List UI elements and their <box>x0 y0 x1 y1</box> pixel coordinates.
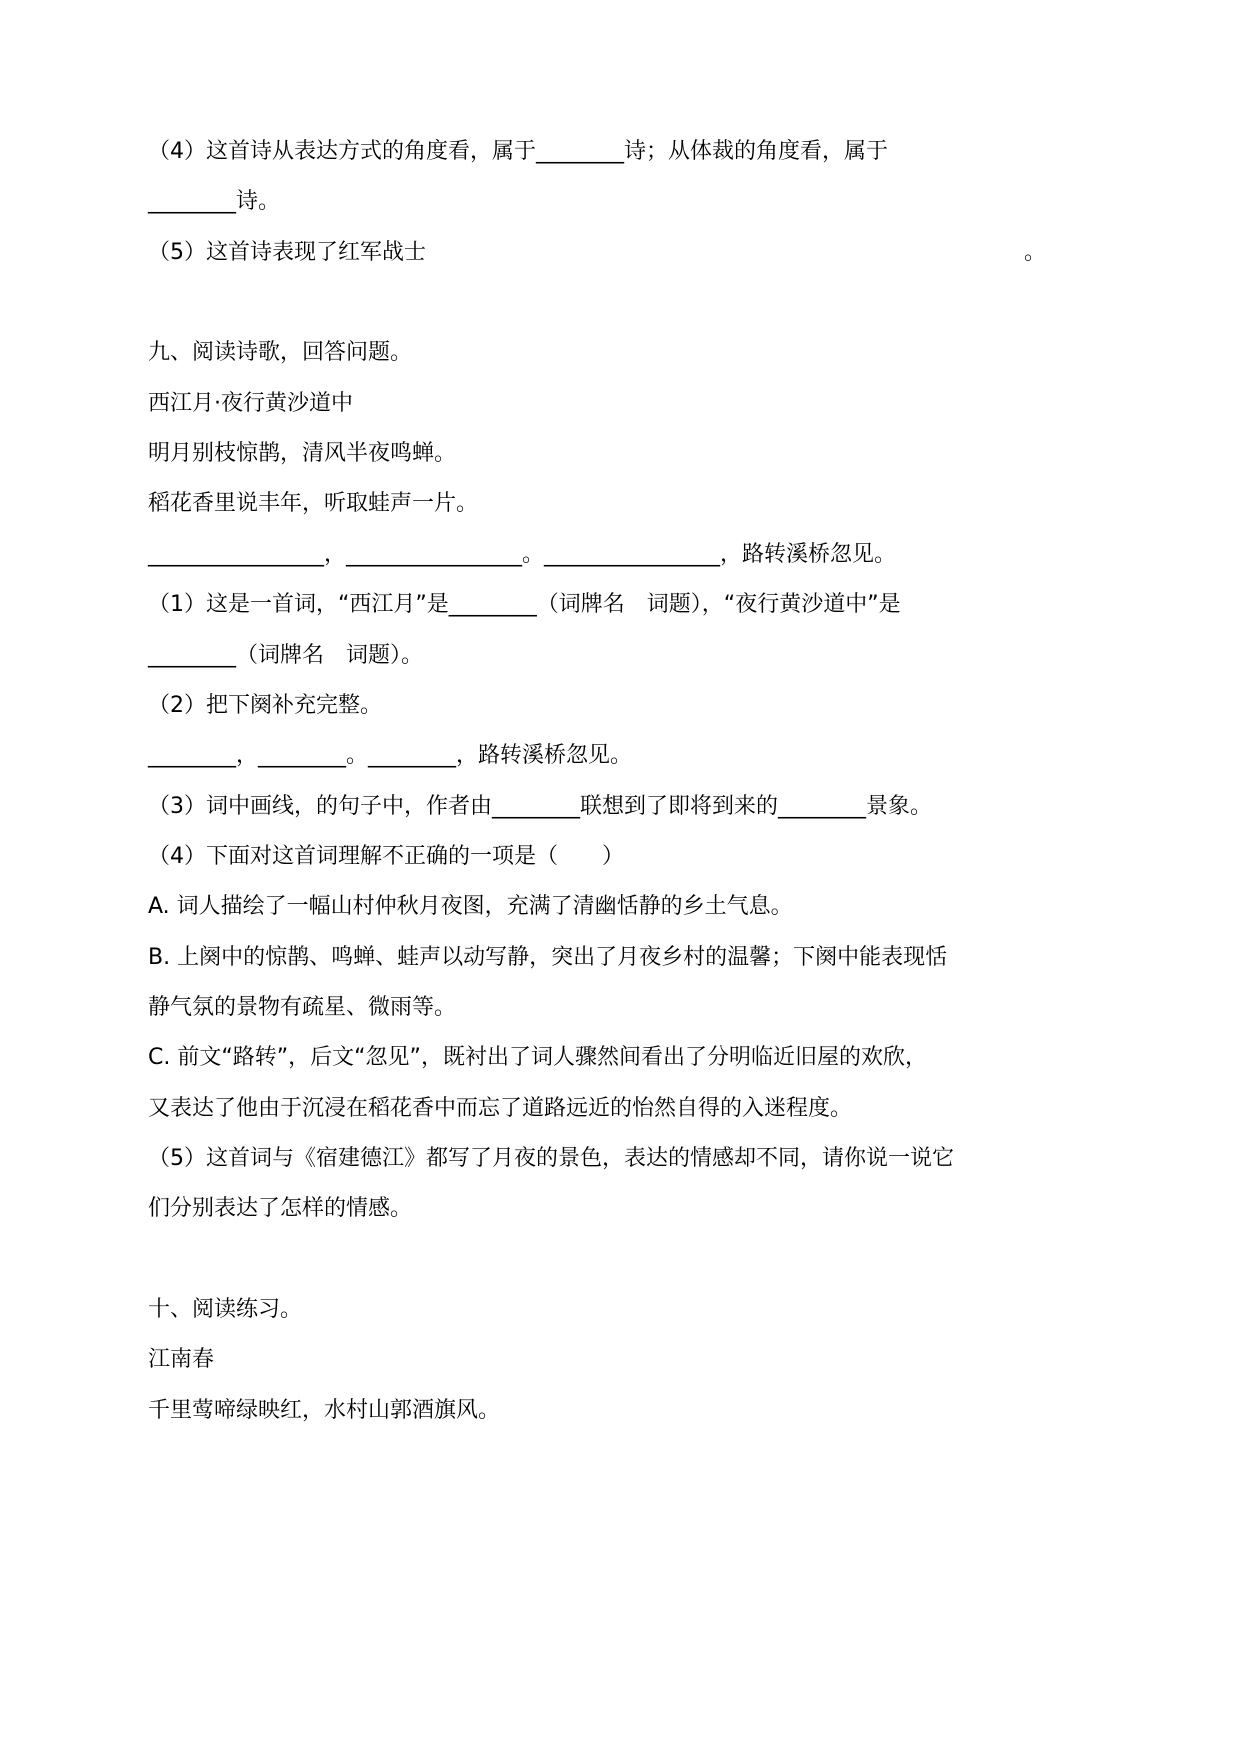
line-text: ________________，________________。________________，路转溪桥忽见。 <box>148 541 897 567</box>
line-text: 九、阅读诗歌，回答问题。 <box>148 340 413 366</box>
line-text: 千里莺啼绿映红，水村山郭酒旗风。 <box>148 1397 501 1423</box>
text-line <box>148 479 478 529</box>
text-line <box>148 731 632 781</box>
text-line <box>148 631 423 681</box>
line-tail-punctuation: 。 <box>1024 239 1047 265</box>
text-line <box>148 1084 852 1134</box>
text-line <box>148 530 896 580</box>
line-text: （4）下面对这首词理解不正确的一项是（ ） <box>148 843 624 869</box>
line-text: （2）把下阕补充完整。 <box>148 692 382 718</box>
text-line <box>148 832 624 882</box>
text-line <box>148 1386 500 1436</box>
text-line <box>148 127 888 177</box>
text-line <box>148 580 901 630</box>
text-line <box>148 1033 927 1083</box>
text-line <box>148 782 932 832</box>
line-text: B. 上阕中的惊鹊、鸣蝉、蛙声以动写静，突出了月夜乡村的温馨；下阕中能表现恬 <box>148 944 948 970</box>
line-text: 江南春 <box>148 1347 215 1373</box>
line-text: ________，________。________，路转溪桥忽见。 <box>148 743 633 769</box>
text-line <box>148 429 456 479</box>
line-text: 静气氛的景物有疏星、微雨等。 <box>148 994 457 1020</box>
line-text: ________诗。 <box>148 189 281 215</box>
line-text: C. 前文“路转”，后文“忽见”，既衬出了词人骤然间看出了分明临近旧屋的欢欣， <box>148 1045 927 1071</box>
line-text: A. 词人描绘了一幅山村仲秋月夜图，充满了清幽恬静的乡土气息。 <box>148 894 793 920</box>
line-text: 明月别枝惊鹊，清风半夜鸣蝉。 <box>148 441 457 467</box>
line-text: （3）词中画线，的句子中，作者由________联想到了即将到来的________景象。 <box>148 793 932 819</box>
text-line <box>148 983 456 1033</box>
text-line <box>148 228 1047 278</box>
line-text: （5）这首诗表现了红军战士 <box>148 239 426 265</box>
text-line <box>148 379 353 429</box>
line-text: 们分别表达了怎样的情感。 <box>148 1196 413 1222</box>
line-text: 西江月·夜行黄沙道中 <box>148 390 353 416</box>
text-line <box>148 1335 214 1385</box>
line-text: （1）这是一首词，“西江月”是________（词牌名 词题），“夜行黄沙道中”是 <box>148 592 901 618</box>
line-text: 又表达了他由于沉浸在稻花香中而忘了道路远近的怡然自得的入迷程度。 <box>148 1095 853 1121</box>
line-text: （4）这首诗从表达方式的角度看，属于________诗；从体裁的角度看，属于 <box>148 139 888 164</box>
text-line <box>148 882 793 932</box>
text-line <box>148 328 412 378</box>
text-line <box>148 1184 412 1234</box>
line-text: 稻花香里说丰年，听取蛙声一片。 <box>148 491 479 517</box>
text-line <box>148 1134 954 1184</box>
line-text: ________（词牌名 词题）。 <box>148 642 424 668</box>
text-line <box>148 933 947 983</box>
text-line <box>148 177 280 227</box>
text-line <box>148 681 382 731</box>
text-line <box>148 1285 302 1335</box>
line-text: 十、阅读练习。 <box>148 1297 303 1323</box>
line-text: （5）这首词与《宿建德江》都写了月夜的景色，表达的情感却不同，请你说一说它 <box>148 1146 954 1171</box>
